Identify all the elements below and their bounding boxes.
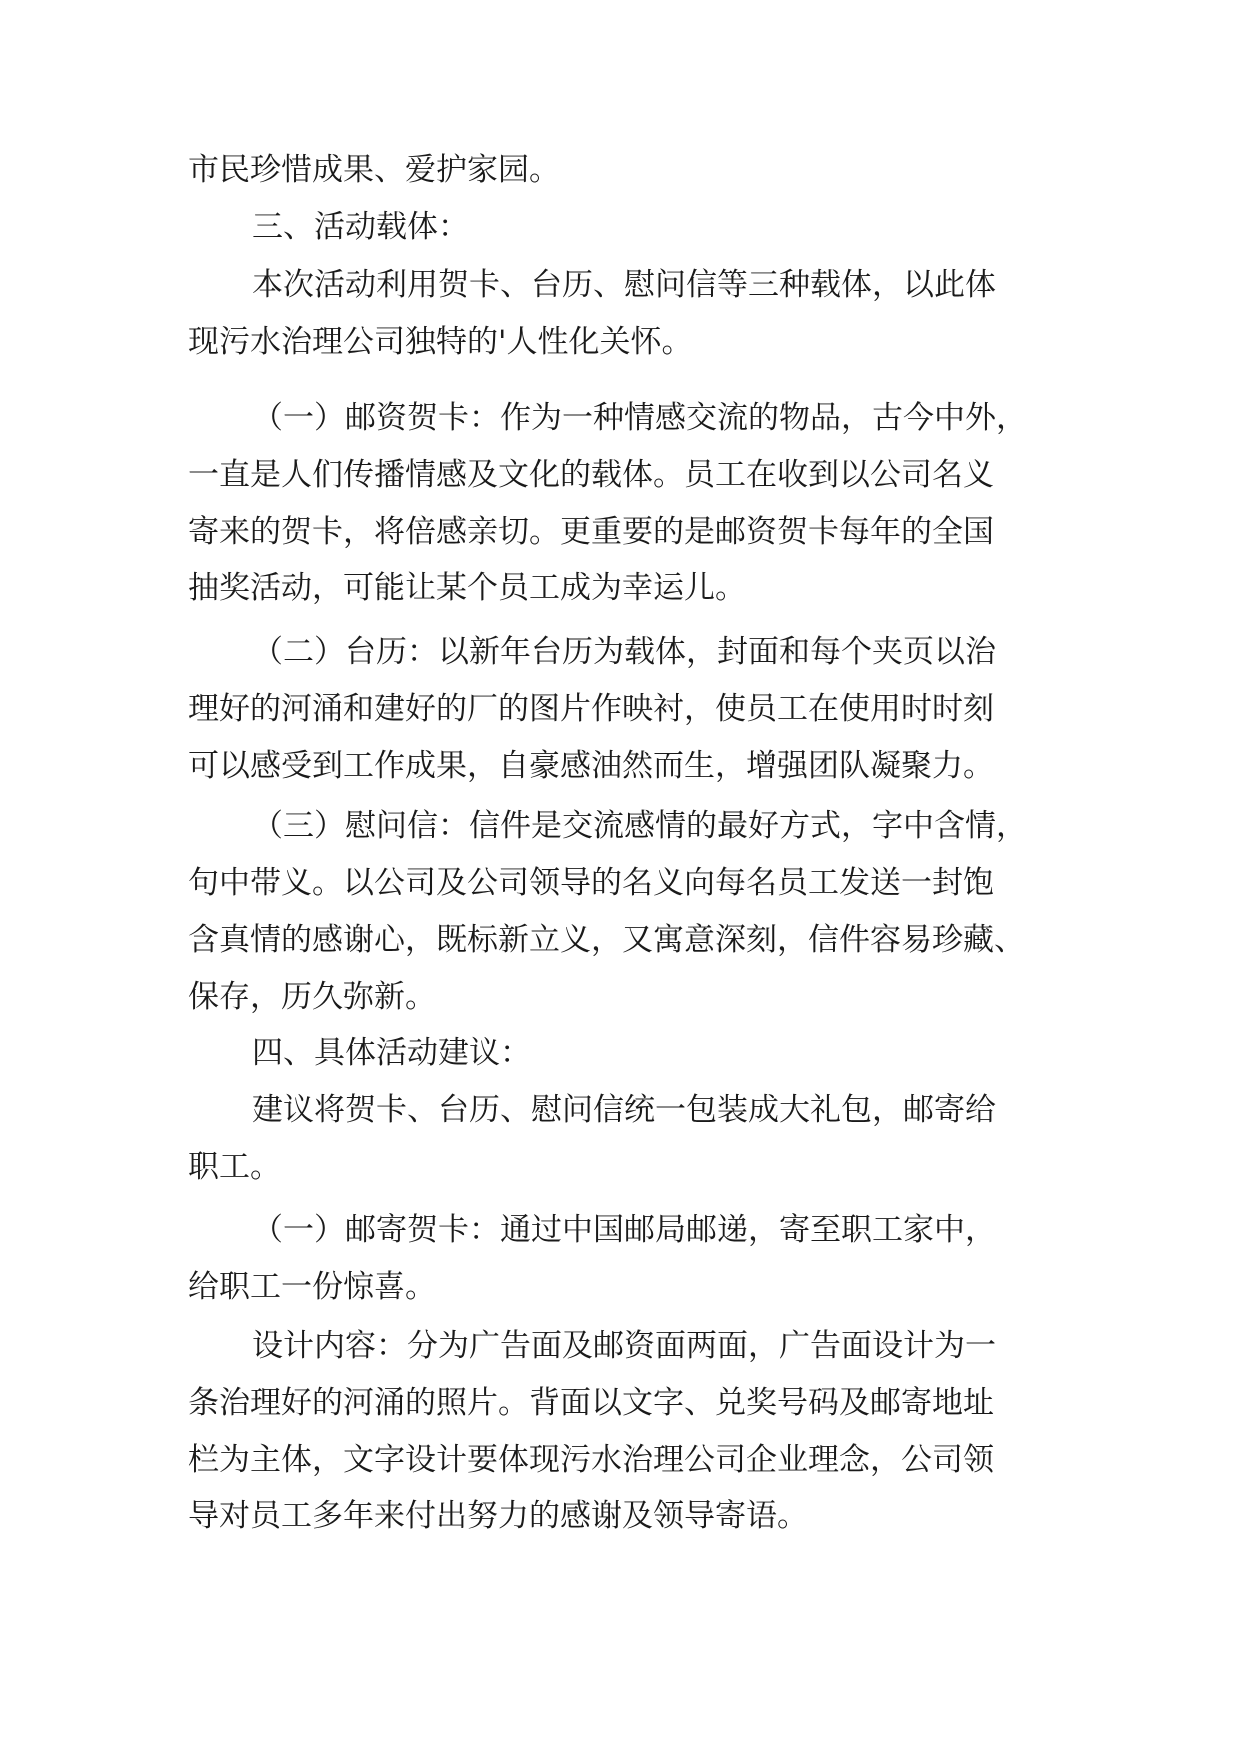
text-line: 导对员工多年来付出努力的感谢及领导寄语。 [188, 1498, 808, 1534]
text-line: 现污水治理公司独特的'人性化关怀。 [188, 324, 693, 360]
text-line: 给职工一份惊喜。 [188, 1269, 436, 1305]
text-line: 寄来的贺卡，将倍感亲切。更重要的是邮资贺卡每年的全国 [188, 514, 994, 550]
text-line: 一直是人们传播情感及文化的载体。员工在收到以公司名义 [188, 457, 994, 493]
text-line: 条治理好的河涌的照片。背面以文字、兑奖号码及邮寄地址 [188, 1385, 994, 1421]
text-line: 设计内容：分为广告面及邮资面两面，广告面设计为一 [252, 1328, 996, 1364]
text-line: （三）慰问信：信件是交流感情的最好方式，字中含情， [252, 808, 1027, 844]
text-line: 保存，历久弥新。 [188, 979, 436, 1015]
text-line: 市民珍惜成果、爱护家园。 [188, 152, 560, 188]
text-line: 职工。 [188, 1149, 281, 1185]
text-line: 理好的河涌和建好的厂的图片作映衬，使员工在使用时时刻 [188, 691, 994, 727]
text-line: （二）台历：以新年台历为载体，封面和每个夹页以治 [252, 634, 996, 670]
text-line: 建议将贺卡、台历、慰问信统一包装成大礼包，邮寄给 [252, 1092, 996, 1128]
text-line: 句中带义。以公司及公司领导的名义向每名员工发送一封饱 [188, 865, 994, 901]
section-heading: 四、具体活动建议： [252, 1035, 531, 1071]
text-line: 本次活动利用贺卡、台历、慰问信等三种载体，以此体 [252, 267, 996, 303]
text-line: 含真情的感谢心，既标新立义，又寓意深刻，信件容易珍藏、 [188, 922, 1025, 958]
text-line: （一）邮寄贺卡：通过中国邮局邮递，寄至职工家中， [252, 1212, 996, 1248]
text-line: 抽奖活动，可能让某个员工成为幸运儿。 [188, 570, 746, 606]
text-line: 栏为主体，文字设计要体现污水治理公司企业理念，公司领 [188, 1442, 994, 1478]
section-heading: 三、活动载体： [252, 209, 469, 245]
text-line: （一）邮资贺卡：作为一种情感交流的物品，古今中外， [252, 400, 1027, 436]
text-line: 可以感受到工作成果，自豪感油然而生，增强团队凝聚力。 [188, 748, 994, 784]
